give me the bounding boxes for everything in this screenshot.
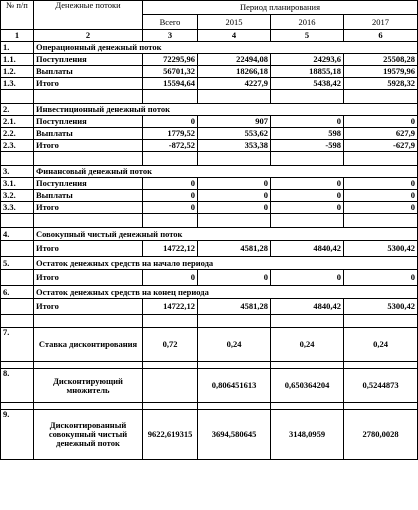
cell-2017: 5928,32 [344, 78, 418, 90]
cell-total: 15594,64 [143, 78, 198, 90]
section-title-row [1, 42, 418, 54]
cell-2015: 907 [198, 116, 271, 128]
row-number: 1.3. [1, 78, 34, 90]
section-title-row [1, 104, 418, 116]
period-header: Период планирования [143, 1, 418, 15]
row-number: 2.2. [1, 128, 34, 140]
cell-2015: 0 [198, 178, 271, 190]
cell-2016: 0,650364204 [271, 369, 344, 403]
row-label: Поступления [34, 54, 143, 66]
section-title: Совокупный чистый денежный поток [34, 228, 418, 241]
cell-2016: 3148,0959 [271, 410, 344, 460]
cell-2017: 5300,42 [344, 241, 418, 257]
section-title: Инвестиционный денежный поток [34, 104, 418, 116]
section-number: 4. [1, 228, 34, 241]
col-number: 1 [1, 30, 34, 42]
cell-2017: 0 [344, 178, 418, 190]
cell-2015: 18266,18 [198, 66, 271, 78]
table-row [1, 140, 418, 152]
cell-total: 0,72 [143, 328, 198, 362]
cell-total: 0 [143, 270, 198, 286]
spacer-row [1, 214, 418, 228]
row-label: Дисконтирующий множитель [34, 369, 143, 403]
table-row [1, 190, 418, 202]
cell-total: 0 [143, 190, 198, 202]
table-row [1, 66, 418, 78]
section-title-row [1, 286, 418, 299]
row-number: 1.2. [1, 66, 34, 78]
cell-total: 14722,12 [143, 299, 198, 315]
cell-2015: 22494,08 [198, 54, 271, 66]
cell-total: 14722,12 [143, 241, 198, 257]
cell-2015: 3694,580645 [198, 410, 271, 460]
cell-total: -872,52 [143, 140, 198, 152]
spacer-row [1, 403, 418, 410]
cell-2017: 0,5244873 [344, 369, 418, 403]
section-title: Операционный денежный поток [34, 42, 418, 54]
row-label: Итого [34, 202, 143, 214]
cell-2015: 353,38 [198, 140, 271, 152]
table-row [1, 116, 418, 128]
cell-2015: 0 [198, 190, 271, 202]
row-number: 3.3. [1, 202, 34, 214]
discount-rate-row [1, 328, 418, 362]
cell-2016: 18855,18 [271, 66, 344, 78]
cell-2015: 4227,9 [198, 78, 271, 90]
cell-total: 9622,619315 [143, 410, 198, 460]
table-row [1, 202, 418, 214]
section-title: Остаток денежных средств на начало периода [34, 257, 418, 270]
col-number: 3 [143, 30, 198, 42]
cell-2017: 5300,42 [344, 299, 418, 315]
col-number: 6 [344, 30, 418, 42]
cell-2017: 0,24 [344, 328, 418, 362]
row-label: Выплаты [34, 190, 143, 202]
cell-2017: 0 [344, 116, 418, 128]
cell-2015: 4581,28 [198, 299, 271, 315]
spacer-row [1, 362, 418, 369]
cell-total: 72295,96 [143, 54, 198, 66]
section-number: 1. [1, 42, 34, 54]
row-label: Дисконтированный совокупный чистый денежный поток [34, 410, 143, 460]
cell-2015: 0,806451613 [198, 369, 271, 403]
section-number: 7. [1, 328, 34, 362]
num-column-header: № п/п [1, 1, 34, 30]
row-label: Итого [34, 299, 143, 315]
discounted-flow-row [1, 410, 418, 460]
table-row [1, 241, 418, 257]
cell-2017: 0 [344, 270, 418, 286]
row-label: Поступления [34, 178, 143, 190]
cell-2015: 4581,28 [198, 241, 271, 257]
row-label: Выплаты [34, 66, 143, 78]
cell-total: 1779,52 [143, 128, 198, 140]
cell-2016: 5438,42 [271, 78, 344, 90]
section-title-row [1, 228, 418, 241]
header-row [1, 1, 418, 15]
cell-2016: -598 [271, 140, 344, 152]
col-number: 5 [271, 30, 344, 42]
row-label: Итого [34, 241, 143, 257]
spacer-row [1, 90, 418, 104]
cell-2016: 4840,42 [271, 241, 344, 257]
discount-factor-row [1, 369, 418, 403]
row-number: 2.3. [1, 140, 34, 152]
col-number: 2 [34, 30, 143, 42]
row-number: 1.1. [1, 54, 34, 66]
year-header-2015: 2015 [198, 15, 271, 30]
cell-2015: 553,62 [198, 128, 271, 140]
cell-2017: -627,9 [344, 140, 418, 152]
cell-2017: 25508,28 [344, 54, 418, 66]
cell-2017: 2780,0028 [344, 410, 418, 460]
section-title: Финансовый денежный поток [34, 166, 418, 178]
row-number: 2.1. [1, 116, 34, 128]
row-label: Ставка дисконтирования [34, 328, 143, 362]
table-row [1, 128, 418, 140]
table-row [1, 54, 418, 66]
spacer-row [1, 152, 418, 166]
cell-2016: 0 [271, 116, 344, 128]
column-numbers-row [1, 30, 418, 42]
row-label: Поступления [34, 116, 143, 128]
section-title-row [1, 166, 418, 178]
row-label: Выплаты [34, 128, 143, 140]
cell-2017: 0 [344, 190, 418, 202]
row-label: Итого [34, 78, 143, 90]
cell-2016: 24293,6 [271, 54, 344, 66]
row-label: Итого [34, 270, 143, 286]
cell-2015: 0 [198, 270, 271, 286]
cell-total: 0 [143, 116, 198, 128]
cell-2016: 0 [271, 202, 344, 214]
total-column-header: Всего [143, 15, 198, 30]
spacer-row [1, 315, 418, 328]
row-number: 3.1. [1, 178, 34, 190]
cell-2016: 0 [271, 178, 344, 190]
table-row [1, 78, 418, 90]
cell-2016: 598 [271, 128, 344, 140]
cell-2017: 19579,96 [344, 66, 418, 78]
section-title: Остаток денежных средств на конец периода [34, 286, 418, 299]
cell-total [143, 369, 198, 403]
section-number: 2. [1, 104, 34, 116]
cell-2015: 0,24 [198, 328, 271, 362]
flows-column-header: Денежные потоки [34, 1, 143, 30]
cell-2017: 627,9 [344, 128, 418, 140]
table-row [1, 178, 418, 190]
year-header-2017: 2017 [344, 15, 418, 30]
row-number: 3.2. [1, 190, 34, 202]
table-row [1, 299, 418, 315]
section-number: 9. [1, 410, 34, 460]
cell-2016: 0,24 [271, 328, 344, 362]
cell-2017: 0 [344, 202, 418, 214]
cell-total: 0 [143, 178, 198, 190]
section-title-row [1, 257, 418, 270]
cell-2016: 4840,42 [271, 299, 344, 315]
section-number: 5. [1, 257, 34, 270]
row-label: Итого [34, 140, 143, 152]
cell-2015: 0 [198, 202, 271, 214]
cell-2016: 0 [271, 190, 344, 202]
cell-2016: 0 [271, 270, 344, 286]
cell-total: 0 [143, 202, 198, 214]
col-number: 4 [198, 30, 271, 42]
section-number: 8. [1, 369, 34, 403]
table-row [1, 270, 418, 286]
section-number: 6. [1, 286, 34, 299]
section-number: 3. [1, 166, 34, 178]
year-header-2016: 2016 [271, 15, 344, 30]
cell-total: 56701,32 [143, 66, 198, 78]
